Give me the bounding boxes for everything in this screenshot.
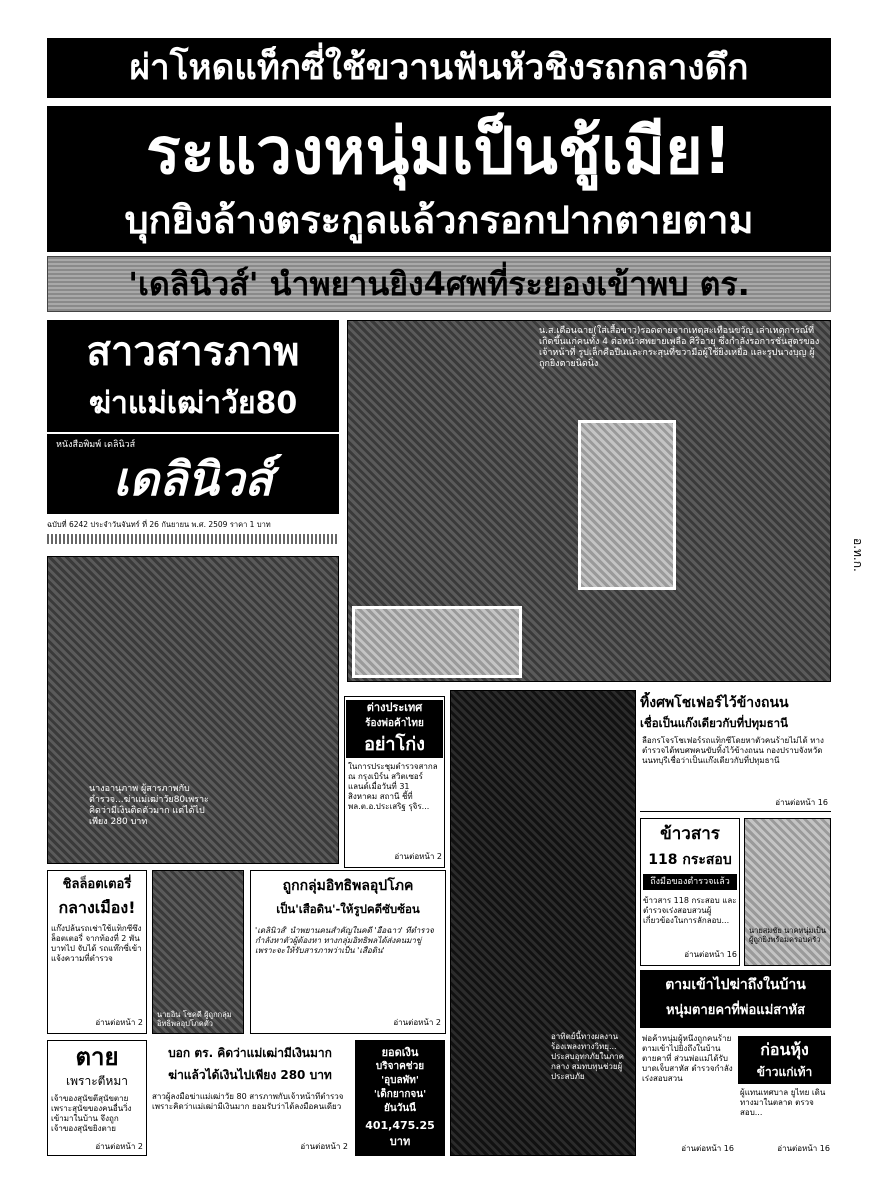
donation-l3: 'อุบลพัท' (381, 1075, 419, 1086)
left-headline-1: สาวสารภาพ (86, 329, 300, 375)
donation-l2: บริจาคช่วย (375, 1061, 425, 1072)
before-more[interactable]: อ่านต่อหน้า 16 (777, 1144, 830, 1153)
slot-head-2: กลางเมือง! (58, 898, 136, 917)
rice-body: ข้าวสาร 118 กระสอบ และ ตำรวจเร่งสอบสวนผู้เกี่ยวข้องในการลักลอบ... (643, 896, 737, 925)
inset-victim-photo (578, 420, 676, 590)
influence-body: 'เดลินิวส์' นำพยานคนสำคัญในคดี 'อื้อฉาว' ที่ตำรวจกำลังหาตัวผู้ต้องหา ทางกลุ่มอิทธิพลได้ส่งคนมาขู่ เพราะจะให้รับสารภาพว่าเป็น 'เสือดิน' (255, 926, 434, 955)
bodies-more[interactable]: อ่านต่อหน้า 16 (775, 798, 828, 807)
dead-head: ตาย (75, 1043, 119, 1071)
bodies-body: ลือกรโจรโชเฟอร์รถแท็กซี่โดยหาตัวคนร้ายไม่ได้ ทางตำรวจได้พบศพคนขับทิ้งไว้ข้างถนน กองปราบจังหวัดนนทบุรีเชื่อว่าเป็นแก๊งเดียวกับที่ปทุมธานี (642, 736, 824, 765)
slot-more[interactable]: อ่านต่อหน้า 2 (95, 1018, 143, 1027)
confession-caption: นางอานุภาพ ผู้สารภาพกับตำรวจ...ฆ่าแม่เฒ่าวัย80เพราะคิดว่ามีเงินติดตัวมาก แต่ได้ไปเพียง 280 บาท (89, 784, 209, 827)
issue-rule (47, 534, 339, 544)
donation-l4: 'เด็กยากจน' (373, 1089, 427, 1100)
dead-more[interactable]: อ่านต่อหน้า 2 (95, 1142, 143, 1151)
banner-kicker-text: ผ่าโหดแท็กซี่ใช้ขวานฟันหัวชิงรถกลางดึก (129, 48, 749, 88)
banner-witness: 'เดลินิวส์' นำพยานยิง4ศพที่ระยองเข้าพบ ตร. (128, 265, 750, 303)
foreign-body: ในการประชุมตำรวจสากล ณ กรุงเบิร์น สวิตเซอร์แลนด์เมื่อวันที่ 31 สิงหาคม สถานี ชี้ที่ พล.ต.อ.ประเสริฐ รุจิร... (348, 762, 438, 811)
side-mark: อ.ท.ก. (851, 538, 865, 572)
rice-head-2: 118 กระสอบ (648, 852, 732, 868)
main-headline: ระแวงหนุ่มเป็นชู้เมีย! (146, 115, 732, 189)
bodies-head-2: เชื่อเป็นแก๊งเดียวกับที่ปทุมธานี (640, 716, 788, 730)
parents-head-1: ตามเข้าไปฆ่าถึงในบ้าน (665, 977, 806, 993)
dead-body: เจ้าของสุนัขตีสุนัขตาย เพราะสุนัขของคนอื่นวิ่งเข้ามาในบ้าน จึงถูกเจ้าของสุนัขยิงตาย (51, 1094, 132, 1133)
foreign-head: อย่าโก่ง (346, 732, 443, 758)
masthead-tagline: หนังสือพิมพ์ เดลินิวส์ (56, 440, 136, 450)
before-head-1: ก่อนหุ้ง (760, 1040, 809, 1059)
dead-sub: เพราะตีหมา (66, 1074, 128, 1088)
foreign-more[interactable]: อ่านต่อหน้า 2 (394, 852, 442, 861)
rice-head-1: ข้าวสาร (660, 824, 720, 844)
parents-body: พ่อค้าหนุ่มผู้หนึ่งถูกคนร้ายตามเข้าไปยิงถึงในบ้าน ตายคาที่ ส่วนพ่อแม่ได้รับบาดเจ็บสาหัส ตำรวจกำลังเร่งสอบสวน (642, 1034, 733, 1083)
singer-caption: อาทิตย์นี้ทางผลงาน ร้องเพลงทางวิทยุ... ประสบอุทกภัยในภาคกลาง สมทบทุนช่วยผู้ประสบภัย (551, 1032, 625, 1081)
donation-unit: บาท (389, 1135, 411, 1148)
rice-more[interactable]: อ่านต่อหน้า 16 (684, 950, 737, 959)
before-body: ผู้แทนเทศบาล ยูไทย เดินทางมาในตลาด ตรวจสอบ... (740, 1088, 826, 1117)
before-head-2: ข้าวแก่เท้า (756, 1065, 813, 1079)
parents-head-2: หนุ่มตายคาที่พ่อแม่สาหัส (665, 1003, 805, 1018)
slot-head-1: ชิลล็อตเตอรี่ (62, 877, 132, 892)
foreign-label: ต่างประเทศ (346, 700, 443, 716)
crime-photo-caption: น.ส.เดือนฉาย(ใส่เสื้อขาว)รอดตายจากเหตุสะเทือนขวัญ เล่าเหตุการณ์ที่เกิดขึ้นแก่คนทั้ง 4 ต่อหน้าศพยายเพลือ ศิริอายุ ซึ่งกำลังรอการชันสูตรของเจ้าหน้าที่ รูปเล็กคือปืนและกระสุนที่ขวามือผู้ใช้ยิงเหยื่อ และรูปนางบุญ ผู้ถูกยิงตายนิดนิ่ง (539, 326, 820, 369)
mugshot-caption: นายอิน โชคดี ผู้ถูกกลุ่มอิทธิพลอุปโภคตัว (157, 1010, 232, 1028)
rice-head-3: ถึงมือของตำรวจแล้ว (643, 874, 737, 890)
parents-more[interactable]: อ่านต่อหน้า 16 (681, 1144, 734, 1153)
donation-amount: 401,475.25 (365, 1119, 435, 1132)
issue-line: ฉบับที่ 6242 ประจำวันจันทร์ ที่ 26 กันยายน พ.ศ. 2509 ราคา 1 บาท (47, 520, 271, 529)
bottom-head-1: บอก ตร. คิดว่าแม่เฒ่ามีเงินมาก (168, 1046, 332, 1060)
donation-l1: ยอดเงิน (381, 1046, 419, 1059)
sub-headline: บุกยิงล้างตระกูลแล้วกรอกปากตายตาม (124, 198, 754, 242)
inset-gun-photo (352, 606, 522, 678)
influence-head-2: เป็น'เสือดิน'-ให้รูปคดีซับซ้อน (276, 902, 420, 916)
bottom-more[interactable]: อ่านต่อหน้า 2 (300, 1142, 348, 1151)
bodies-head-1: ทิ้งศพโชเฟอร์ไว้ข้างถนน (640, 695, 789, 711)
slot-body: แก๊งปล้นรถเช่าใช้แท็กซี่ซึ่งล็อตเตอรี่ จากท้องที่ 2 พันบาทไป จับได้ รถแท๊กซี่เข้าแจ้งความที่ตำรวจ (51, 924, 142, 963)
influence-more[interactable]: อ่านต่อหน้า 2 (393, 1018, 441, 1027)
bottom-body: สาวผู้ลงมือฆ่าแม่เฒ่าวัย 80 สารภาพกับเจ้าหน้าที่ตำรวจ เพราะคิดว่าแม่เฒ่ามีเงินมาก ยอมรับว่าได้ลงมือคนเดียว (152, 1092, 344, 1111)
portrait-caption-right: นายสมชัย นาคหนุ่มเป็นผู้ถูกยิงพร้อมครอบครัว (749, 926, 826, 944)
foreign-sub: ร้องพ่อค้าไทย (346, 716, 443, 732)
left-headline-2: ฆ่าแม่เฒ่าวัย80 (88, 386, 298, 421)
influence-head-1: ถูกกลุ่มอิทธิพลอุปโภค (282, 878, 414, 894)
bottom-head-2: ฆ่าแล้วได้เงินไปเพียง 280 บาท (168, 1068, 332, 1082)
donation-l5: ยันวันนี้ (384, 1103, 416, 1114)
masthead-logo: เดลินิวส์ (113, 452, 273, 506)
